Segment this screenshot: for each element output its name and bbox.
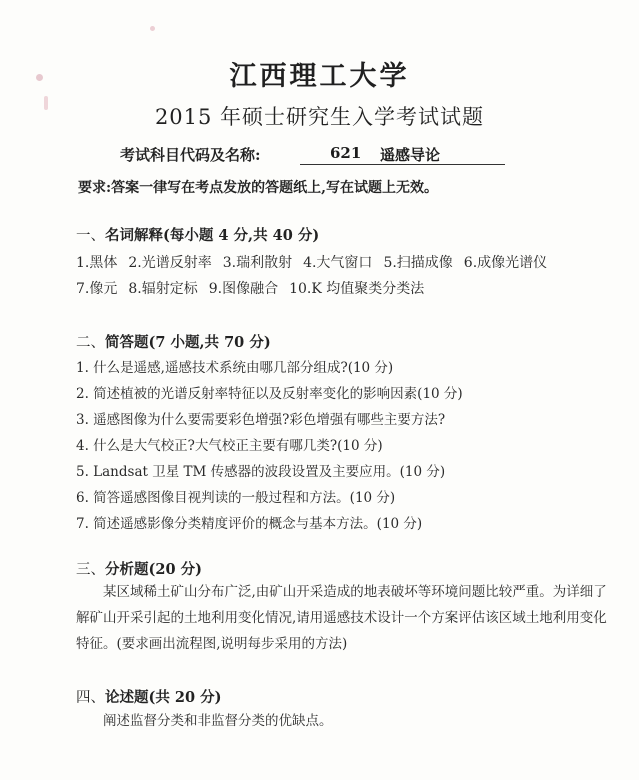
question-item: 5. Landsat 卫星 TM 传感器的波段设置及主要应用。(10 分) [76,464,446,480]
term-item: 10.K 均值聚类分类法 [289,281,425,297]
question-item: 6. 简答遥感图像目视判读的一般过程和方法。(10 分) [76,490,396,506]
subject-code: 621 [330,144,362,162]
section3-number: 三、 [76,562,105,578]
term-row-2 [76,278,435,298]
question-item: 7. 简述遥感影像分类精度评价的概念与基本方法。(10 分) [76,516,423,532]
essay-question: 阐述监督分类和非监督分类的优缺点。 [103,713,333,729]
section2-number: 二、 [76,335,105,351]
section1-number: 一、 [76,228,105,244]
term-row-1 [76,252,558,272]
section1-title: 名词解释 [105,227,163,244]
scan-smudge [150,26,155,31]
section4-number: 四、 [76,690,105,706]
analysis-question: 某区域稀土矿山分布广泛,由矿山开采造成的地表破坏等环境问题比较严重。为详细了解矿山开采引起的土地利用变化情况,请用遥感技术设计一个方案评估该区域土地利用变化特征。(要求画出流程图,说明每步采用的方法) [76,584,607,652]
section2-heading [76,331,271,352]
requirement-note: 要求:答案一律写在考点发放的答题纸上,写在试题上无效。 [78,180,439,196]
section1-note: (每小题 4 分,共 40 分) [163,227,320,244]
term-item: 4.大气窗口 [303,255,373,271]
subject-name: 遥感导论 [380,146,441,164]
question-item: 1. 什么是遥感,遥感技术系统由哪几部分组成?(10 分) [76,360,394,376]
section2-note: (7 小题,共 70 分) [148,334,271,351]
term-item: 6.成像光谱仪 [463,255,548,271]
exam-title: 2015 年硕士研究生入学考试试题 [154,105,485,129]
subject-label: 考试科目代码及名称: [120,146,261,164]
section4-note: (共 20 分) [148,689,222,706]
term-item: 7.像元 [76,281,118,297]
section3-heading [76,558,202,579]
section3-note: (20 分) [148,561,202,578]
question-item: 2. 简述植被的光谱反射率特征以及反射率变化的影响因素(10 分) [76,386,463,402]
section2-title: 简答题 [105,334,149,351]
term-item: 9.图像融合 [208,281,279,297]
question-item: 4. 什么是大气校正?大气校正主要有哪几类?(10 分) [76,438,383,454]
section4-title: 论述题 [105,689,149,706]
term-item: 2.光谱反射率 [128,255,212,271]
section3-title: 分析题 [105,561,149,578]
term-item: 3.瑞利散射 [222,255,293,271]
term-item: 1.黑体 [76,255,118,271]
section4-heading [76,686,222,707]
term-item: 5.扫描成像 [383,255,453,271]
section1-heading [76,224,319,245]
school-name: 江西理工大学 [229,61,410,92]
question-item: 3. 遥感图像为什么要需要彩色增强?彩色增强有哪些主要方法? [76,412,446,428]
term-item: 8.辐射定标 [128,281,198,297]
